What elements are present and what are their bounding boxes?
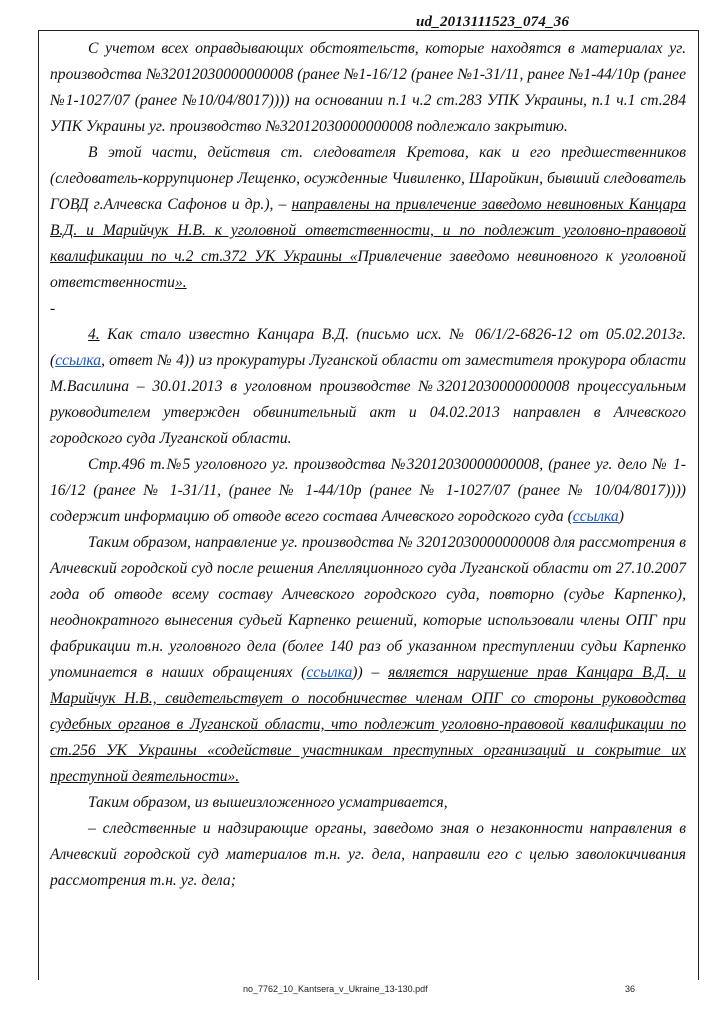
paragraph-court-referral [50,530,686,790]
page-number: 36 [625,984,636,994]
footer-filename: no_7762_10_Kantsera_v_Ukraine_13-130.pdf [243,984,428,994]
paragraph-text: Таким образом, направление уг. производства № 32012030000000008 для рассмотрения в Алчевский городской суд после решения Апелляционного суда Луганской области от 27.10.2007 года об отводе всему составу Алчевского городского суда, повторно (судье Карпенко), неоднократного вынесения судьей Карпенко решений, которые использовали члены ОПГ при фабрикации т.н. уголовного дела (более 140 раз об указанном преступлении судьи Карпенко упоминается в наших обращениях ( [50,534,686,681]
underlined-text: ». [174,274,187,291]
paragraph-volume-page [50,452,686,530]
paragraph-text: , ответ № 4)) из прокуратуры Луганской области от заместителя прокурора области М.Василина – 30.01.2013 в уголовном производстве №32012030000000008 процессуальным руководителем утвержден обвинительный акт и 04.02.2013 направлен в Алчевского городского суда Луганской области. [50,352,686,447]
paragraph-item-4 [50,322,686,452]
page-border-top [38,30,699,31]
page-border-left [38,30,39,980]
item-number: 4. [88,326,100,343]
quoted-article-text: Привлечение заведомо невиновного к уголовной ответственности [50,248,686,291]
separator-dash: - [50,300,56,317]
paragraph-text: Таким образом, из вышеизложенного усматривается, [88,794,448,811]
underlined-text: является нарушение прав Канцара В.Д. и Марийчук Н.В., свидетельствует о пособничестве членам ОПГ со стороны руководства судебных органов в Луганской области, что подлежит уголовно-правовой квалификации по ст.256 УК Украины «содействие участникам преступных организаций и сокрытие их преступной деятельности». [50,664,686,785]
paragraph-investigator-actions [50,140,686,296]
document-body [50,36,686,894]
paragraph-text: Как стало известно Канцара В.Д. (письмо исх. № 06/1/2-6826-12 от 05.02.2013г. ( [50,326,686,369]
paragraph-closure [50,36,686,140]
paragraph-text: )) – [352,664,389,681]
reference-link[interactable]: ссылка [55,352,102,369]
underlined-text: направлены на привлечение заведомо невиновных Канцара В.Д. и Марийчук Н.В. к уголовной ответственности, и по подлежит уголовно-правовой квалификации по ч.2 ст.372 УК Украины « [50,196,686,265]
page-border-right [698,30,699,980]
paragraph-text: – следственные и надзирающие органы, заведомо зная о незаконности направления в Алчевский городской суд материалов т.н. уг. дела, направили его с целью заволокичивания рассмотрения т.н. уг. дела; [50,820,686,889]
paragraph-text: Стр.496 т.№5 уголовного уг. производства №32012030000000008, (ранее уг. дело № 1-16/12 (ранее № 1-31/11, (ранее № 1-44/10р (ранее № 1-1027/07 (ранее № 10/04/8017)))) содержит информацию об отводе всего состава Алчевского городского суда ( [50,456,686,525]
paragraph-text: В этой части, действия ст. следователя Кретова, как и его предшественников (следователь-коррупционер Лещенко, осужденные Чивиленко, Шаройкин, бывший следователь ГОВД г.Алчевска Сафонов и др.), – [50,144,686,213]
paragraph-text: ) [618,508,624,525]
paragraph-conclusion-item [50,816,686,894]
reference-link[interactable]: ссылка [572,508,619,525]
paragraph-conclusion-intro [50,790,686,816]
reference-link[interactable]: ссылка [306,664,353,681]
paragraph-text: С учетом всех оправдывающих обстоятельств, которые находятся в материалах уг. производства №32012030000000008 (ранее №1-16/12 (ранее №1-31/11, ранее №1-44/10р (ранее №1-1027/07 (ранее №10/04/8017)))) на основании п.1 ч.2 ст.283 УПК Украины, п.1 ч.1 ст.284 УПК Украины уг. производство №32012030000000008 подлежало закрытию. [50,40,686,135]
document-id: ud_2013111523_074_36 [416,14,570,30]
